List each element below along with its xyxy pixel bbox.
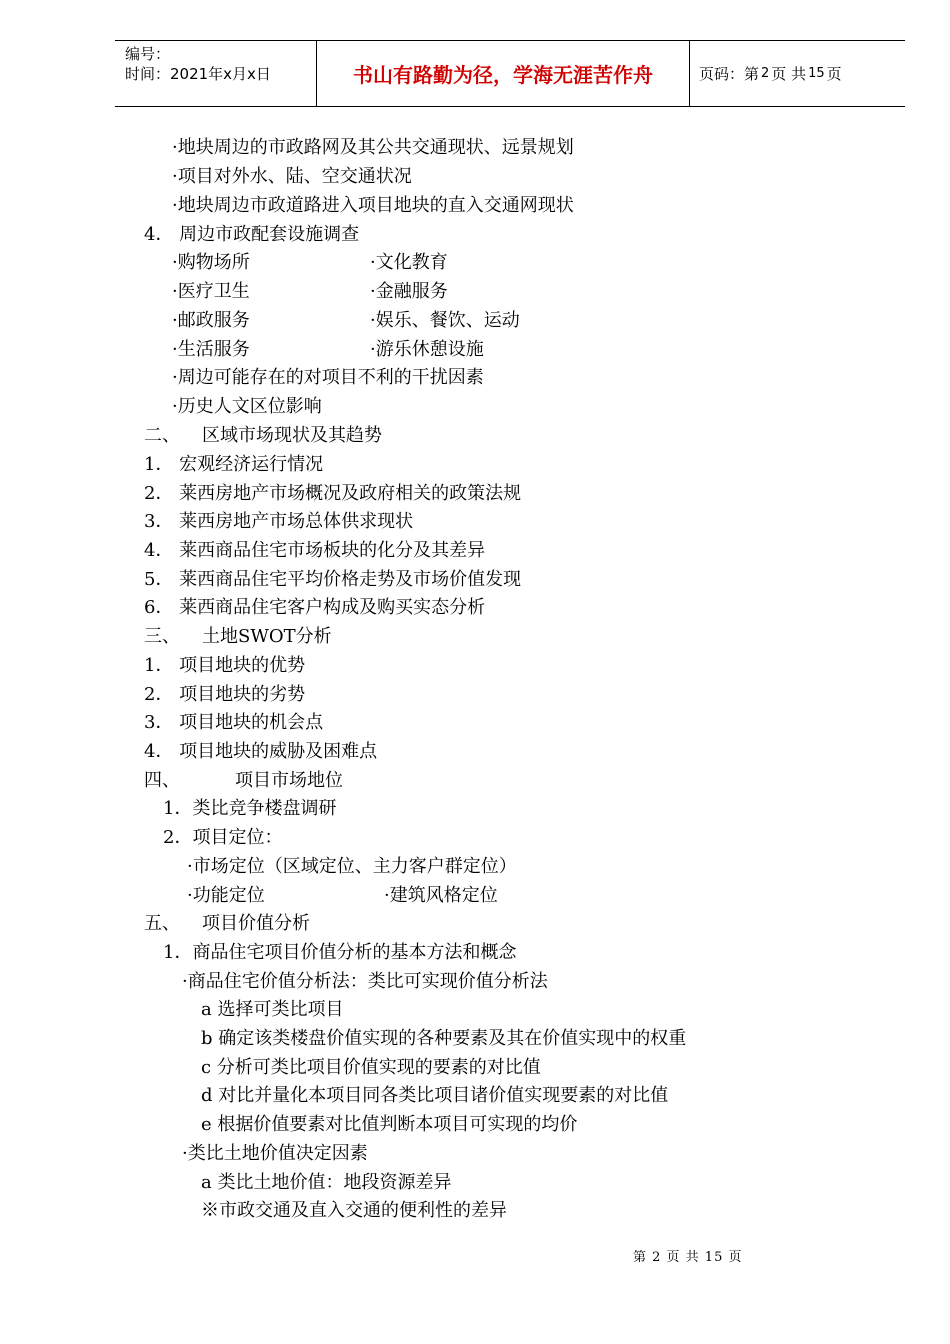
page-mid: 页 共: [771, 65, 807, 83]
text-line: c 分析可类比项目价值实现的要素的对比值: [201, 1057, 541, 1078]
text-line: ·周边可能存在的对项目不利的干扰因素: [172, 367, 484, 388]
text-line: ·游乐休憩设施: [370, 339, 484, 360]
section-heading: 区域市场现状及其趋势: [202, 425, 382, 446]
text-line: a 类比土地价值：地段资源差异: [201, 1172, 452, 1193]
list-item: 1．类比竞争楼盘调研: [163, 798, 337, 819]
header-motto: 书山有路勤为径，学海无涯苦作舟: [316, 41, 690, 106]
text-line: ·地块周边的市政路网及其公共交通现状、远景规划: [172, 137, 574, 158]
list-item: 2．项目定位：: [163, 827, 283, 848]
page-header: [115, 40, 905, 107]
text-line: a 选择可类比项目: [201, 999, 344, 1020]
list-item: 1． 宏观经济运行情况: [144, 454, 324, 475]
text-line: ·邮政服务: [172, 310, 250, 331]
list-item: 3． 莱西房地产市场总体供求现状: [144, 511, 414, 532]
list-item: 2． 项目地块的劣势: [144, 684, 306, 705]
list-item: 1．商品住宅项目价值分析的基本方法和概念: [163, 942, 517, 963]
text-line: ·文化教育: [370, 252, 448, 273]
section-number: 四、: [144, 770, 180, 791]
text-line: ·医疗卫生: [172, 281, 250, 302]
text-line: ·历史人文区位影响: [172, 396, 322, 417]
section-heading: 土地SWOT分析: [202, 626, 332, 647]
section-number: 三、: [144, 626, 180, 647]
text-line: ·金融服务: [370, 281, 448, 302]
list-item: 1． 项目地块的优势: [144, 655, 306, 676]
section-heading: 项目价值分析: [202, 913, 310, 934]
text-line: ·地块周边市政道路进入项目地块的直入交通网现状: [172, 195, 574, 216]
list-item: 6． 莱西商品住宅客户构成及购买实态分析: [144, 597, 486, 618]
text-line: ·功能定位: [187, 885, 265, 906]
page-suffix: 页: [826, 65, 842, 83]
page-footer: 第 2 页 共 15 页: [633, 1250, 743, 1265]
text-line: ·商品住宅价值分析法：类比可实现价值分析法: [182, 971, 548, 992]
text-line: ·类比土地价值决定因素: [182, 1143, 368, 1164]
page-prefix: 页码：第: [699, 65, 760, 83]
serial-label: 编号：: [125, 45, 171, 63]
text-line: ·建筑风格定位: [384, 885, 498, 906]
text-line: ·购物场所: [172, 252, 250, 273]
list-item: 4． 周边市政配套设施调查: [144, 224, 360, 245]
text-line: d 对比并量化本项目同各类比项目诸价值实现要素的对比值: [201, 1085, 669, 1106]
list-item: 4． 项目地块的威胁及困难点: [144, 741, 378, 762]
text-line: ※市政交通及直入交通的便利性的差异: [201, 1200, 507, 1221]
list-item: 4． 莱西商品住宅市场板块的化分及其差异: [144, 540, 486, 561]
page-total: 15: [808, 66, 825, 81]
time-label: 时间：2021年x月x日: [125, 65, 271, 83]
text-line: ·生活服务: [172, 339, 250, 360]
section-number: 五、: [144, 913, 180, 934]
page-number: 2: [761, 66, 770, 81]
list-item: 2． 莱西房地产市场概况及政府相关的政策法规: [144, 483, 522, 504]
text-line: ·娱乐、餐饮、运动: [370, 310, 520, 331]
section-number: 二、: [144, 425, 180, 446]
section-heading: 项目市场地位: [235, 770, 343, 791]
list-item: 5． 莱西商品住宅平均价格走势及市场价值发现: [144, 569, 522, 590]
header-meta: [115, 41, 316, 106]
list-item: 3． 项目地块的机会点: [144, 712, 324, 733]
text-line: b 确定该类楼盘价值实现的各种要素及其在价值实现中的权重: [201, 1028, 687, 1049]
text-line: e 根据价值要素对比值判断本项目可实现的均价: [201, 1114, 578, 1135]
text-line: ·市场定位（区域定位、主力客户群定位）: [187, 856, 517, 877]
text-line: ·项目对外水、陆、空交通状况: [172, 166, 412, 187]
header-page-info: [690, 41, 905, 106]
